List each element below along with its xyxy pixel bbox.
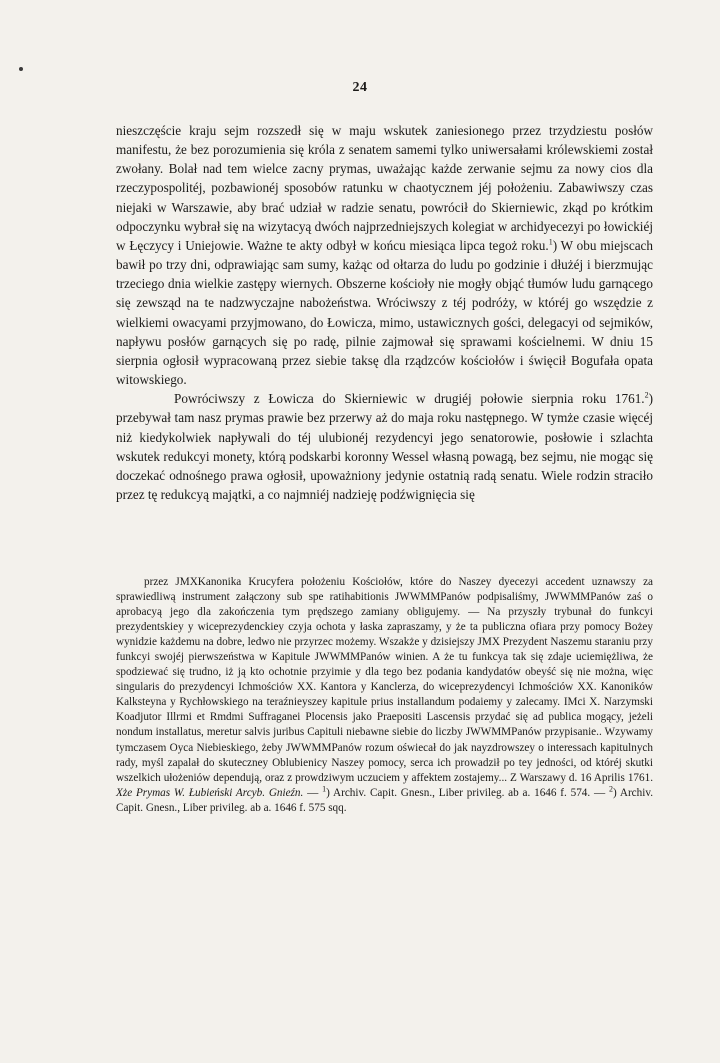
ink-speck <box>19 67 23 71</box>
main-text <box>116 121 653 504</box>
footnote-mark-2: 2 <box>608 783 613 793</box>
footnote-text <box>116 575 653 816</box>
footnote-1: ) Archiv. Capit. Gnesn., Liber privileg. ab a. 1646 f. 574. — <box>326 786 609 799</box>
paragraph-2-text: Powróciwszy z Łowicza do Skierniewic w drugiéj połowie sierpnia roku 1761. <box>174 391 645 407</box>
footnote-2: ) Archiv. Capit. Gnesn., Liber privileg. ab a. 1646 f. 575 sqq. <box>116 786 654 814</box>
paragraph-1-text: nieszczęście kraju sejm rozszedł się w maju wskutek zaniesionego przez trzydziestu posłów manifestu, że bez porozumienia się króla z senatem samemi tylko uniwersałami królewskiemi został zwołany. Bolał nad tem wielce zacny prymas, uważając każde zerwanie sejmu za nowy cios dla rzeczypospolitéj, pozbawionéj sposobów ratunku w chaotycznem jéj położeniu. Zabawiwszy czas niejaki w Warszawie, aby brać udział w radzie senatu, powrócił do Skierniewic, zkąd po krótkim odpoczynku wybrał się na wizytacyą dwóch najprzedniejszych kolegiat w archidyecezyi po łowickiéj w Łęczycy i Uniejowie. Ważne te akty odbył w końcu miesiąca lipca tegoż roku. <box>116 123 653 253</box>
footnote-ref-1: 1 <box>548 237 553 247</box>
paragraph-2 <box>116 389 653 504</box>
footnotes <box>116 575 653 816</box>
page-number: 24 <box>352 80 368 95</box>
paragraph-1 <box>116 121 653 389</box>
paragraph-2-continuation: ) przebywał tam nasz prymas prawie bez przerwy aż do maja roku następnego. W tymże czasie więcéj niż kiedykolwiek napływali do téj ulubionéj rezydencyi jego senatorowie, posłowie i szlachta wskutek redukcyi monety, którą podskarbi koronny Wessel własną powagą, bez sejmu, nie mogąc się doczekać odnośnego prawa ogłosił, upoważniony jedynie ostatnią radą senatu. Wiele rodzin straciło przez tę redukcyą majątki, a co najmniéj nadzieję podźwignięcia się <box>116 391 653 502</box>
paragraph-1-continuation: ) W obu miejscach bawił po trzy dni, odprawiając sam sumy, każąc od ołtarza do ludu po godzinie i dłużéj i bierzmując trzeciego dnia wielkie zastępy wiernych. Obszerne kościoły nie mogły objąć tłumów ludu garnącego się zewsząd na te nadzwyczajne nabożeństwa. Wróciwszy z téj podróży, w któréj go wszędzie z wielkiemi owacyami przyjmowano, do Łowicza, mimo, ustawicznych gości, delegacyi od sejmików, napływu posłów garnących się po radę, pilnie zajmował się sprawami kościelnemi. W dniu 15 sierpnia ogłosił wypracowaną przez siebie taksę dla rządzców kościołów i święcił Bogufała opata witowskiego. <box>116 237 653 388</box>
footnote-letter-text: przez JMXKanonika Krucyfera położeniu Kościołów, które do Naszey dyecezyi accedent uznawszy za sprawiedliwą instrument załączony sub spe ratihabitionis JWWMMPanów podpisaliśmy, JWWMMPanów zaś o aprobacyą jego dla zakończenia tym prędszego zamiany obligujemy. — Na przyszły trybunał do funkcyi prezydentskiey y wiceprezydenckiey czyja ochota y łaska zapraszamy, y że ta publiczna ofiara przy pomocy Bożey wynidzie każdemu na dobre, ledwo nie przyrzec możemy. Wszakże y dzisiejszy JMX Prezydent Naszemu staraniu przy funkcyi swojéj pierwszeństwa w Kapitule JWWMMPanów winien. A że tu funkcya tak się zdaje uciemiężliwa, że spodziewać się trudno, iż ją kto ochotnie przyimie y dla tego bez podania kandydatów obeyść się nie można, więc singularis do prezydencyi Ichmościów XX. Kantora y Kanclerza, do wiceprezydencyi Ichmościów XX. Kanoników Kalksteyna y Rychłowskiego na teraźnieyszey kapitule prius installandum podaiemy y zalecamy. IMci X. Narzymski Koadjutor Illrmi et Rmdmi Suffraganei Plocensis jako Praepositi Lascensis przydać się ad publica mogący, jeżeli nondum installatus, meretur salvis juribus Capituli niebawne siebie do liczby JWWMMPanów przypisanie.. Wzywamy tymczasem Oyca Niebieskiego, żeby JWWMMPanów rozum oświecał do jak nayzdrowszey o interessach kapitulnych rady, myśl zapalał do skuteczney Oblubienicy Naszey pomocy, serca ich prowadził po tey jedności, od któréj skutki wszelkich ułożeniów dependują, oraz z prowdziwym uczuciem y affektem zostajemy... Z Warszawy d. 16 Aprilis 1761. <box>116 576 653 784</box>
footnote-mark-1: 1 <box>322 783 327 793</box>
footnote-ref-2: 2 <box>644 390 649 400</box>
footnote-dash: — <box>303 786 323 799</box>
footnote-signature: Xże Prymas W. Łubieński Arcyb. Gnieźn. <box>116 786 304 799</box>
